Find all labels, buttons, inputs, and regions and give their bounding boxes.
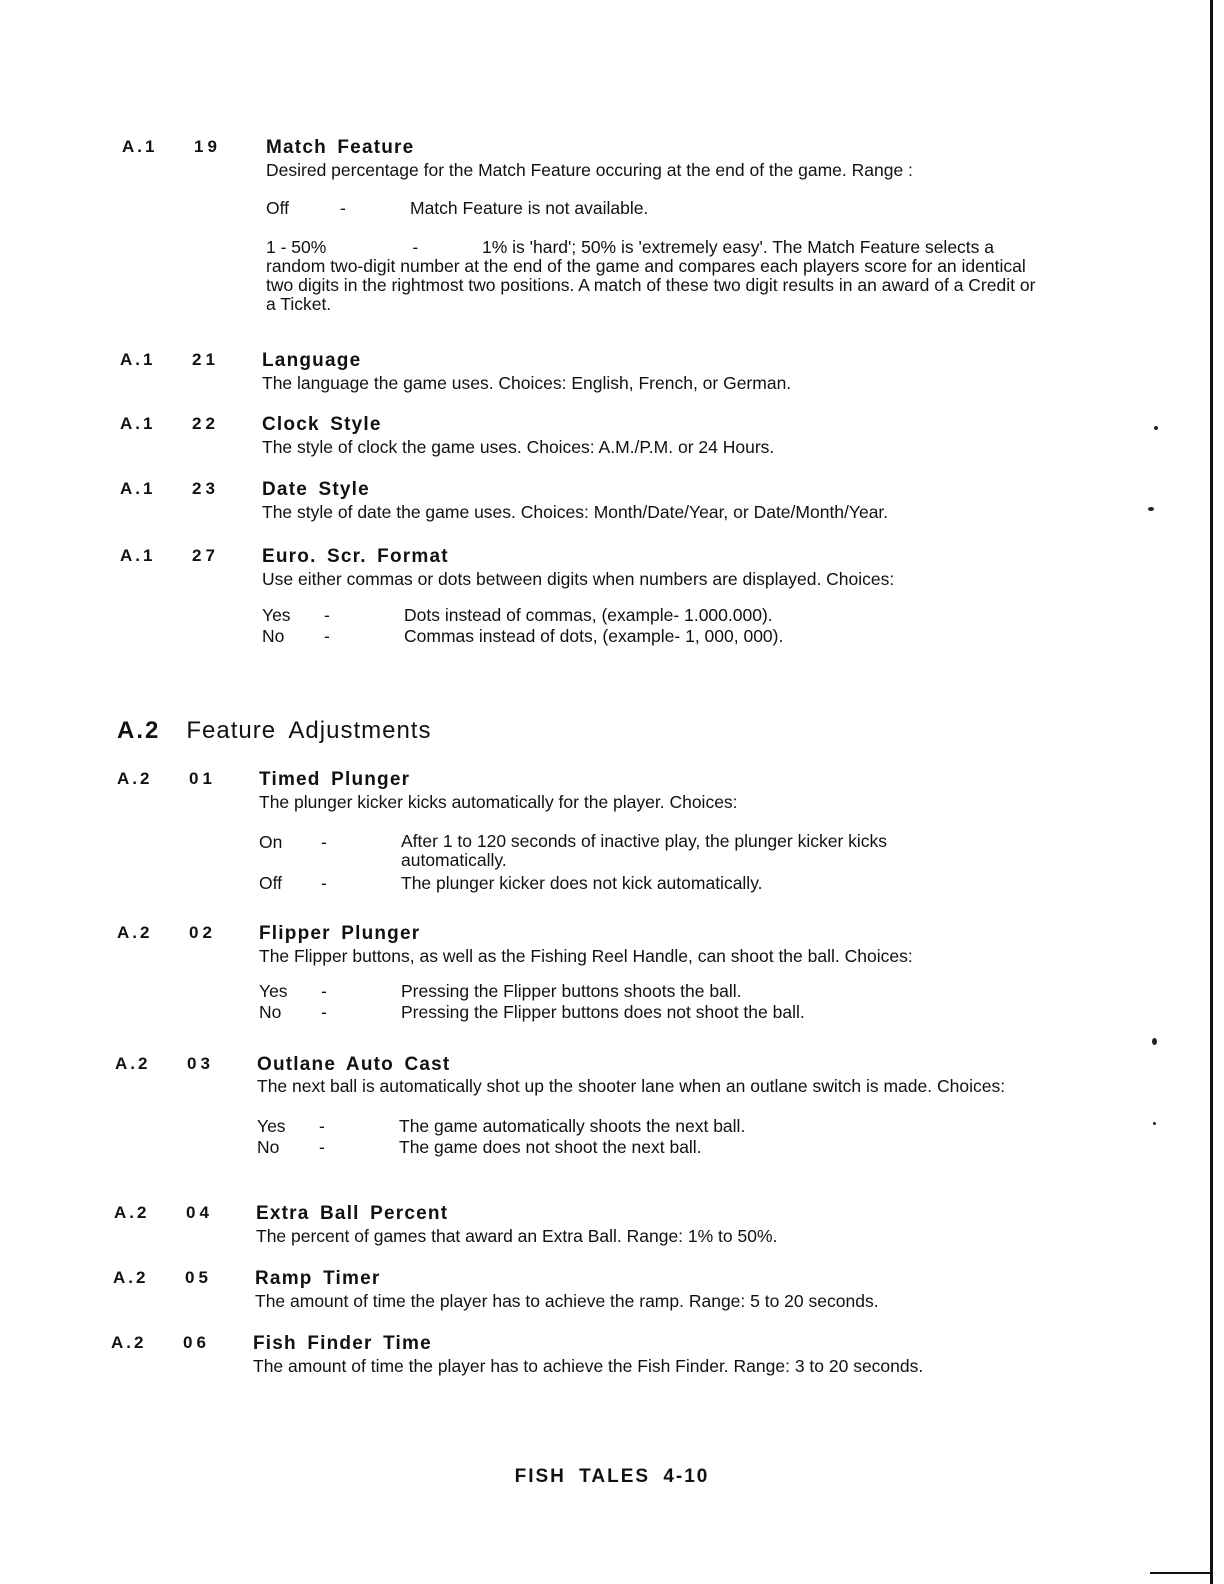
page-edge — [1210, 0, 1224, 1584]
adjustment-number: 19 — [194, 137, 221, 156]
option-key: Off — [266, 198, 290, 218]
scan-speck — [1154, 426, 1158, 430]
section-heading-title: Feature Adjustments — [186, 717, 432, 744]
option-text: Pressing the Flipper buttons shoots the ball. — [401, 981, 742, 1001]
adjustment-title: Fish Finder Time — [253, 1333, 432, 1354]
option-key: Off — [259, 873, 283, 893]
option-text: The game does not shoot the next ball. — [399, 1137, 702, 1157]
option-text: The game automatically shoots the next ball. — [399, 1116, 746, 1136]
paragraph-lead — [266, 238, 482, 257]
adjustment-number: 27 — [192, 546, 219, 565]
adjustment-description: Use either commas or dots between digits when numbers are displayed. Choices: — [262, 569, 895, 589]
adjustment-description: The percent of games that award an Extra Ball. Range: 1% to 50%. — [256, 1226, 778, 1246]
option-text: Commas instead of dots, (example- 1, 000, 000). — [404, 626, 784, 646]
option-dash: - — [340, 198, 346, 218]
option-key: 1 - 50% — [266, 237, 327, 257]
adjustment-description: Desired percentage for the Match Feature occuring at the end of the game. Range : — [266, 160, 913, 180]
option-dash: - — [321, 873, 327, 893]
section-number: A.2 — [113, 1268, 149, 1287]
adjustment-description: The amount of time the player has to achieve the ramp. Range: 5 to 20 seconds. — [255, 1291, 879, 1311]
adjustment-title: Date Style — [262, 479, 370, 500]
adjustment-title: Ramp Timer — [255, 1268, 381, 1289]
option-key: On — [259, 832, 283, 852]
section-number: A.1 — [120, 350, 156, 369]
adjustment-description: The language the game uses. Choices: English, French, or German. — [262, 373, 792, 393]
option-row — [262, 605, 1052, 626]
adjustment-title: Clock Style — [262, 414, 382, 435]
option-dash: - — [324, 626, 330, 646]
section-number: A.2 — [117, 769, 153, 788]
option-dash: - — [319, 1137, 325, 1157]
section-number: A.1 — [122, 137, 158, 156]
adjustment-number: 23 — [192, 479, 219, 498]
section-number: A.2 — [115, 1054, 151, 1073]
adjustment-number: 02 — [189, 923, 216, 942]
section-number: A.1 — [120, 546, 156, 565]
option-dash: - — [321, 981, 327, 1001]
scan-speck — [1148, 507, 1154, 511]
adjustment-number: 06 — [183, 1333, 210, 1352]
option-text: After 1 to 120 seconds of inactive play, the plunger kicker kicks automatically. — [401, 831, 888, 870]
adjustment-number: 04 — [186, 1203, 213, 1222]
adjustment-title: Flipper Plunger — [259, 923, 421, 944]
adjustment-number: 22 — [192, 414, 219, 433]
section-heading-number: A.2 — [117, 717, 161, 744]
scan-speck — [1153, 1122, 1156, 1125]
adjustment-number: 05 — [185, 1268, 212, 1287]
option-key: No — [262, 626, 285, 646]
adjustment-title: Euro. Scr. Format — [262, 546, 449, 567]
option-dash: - — [412, 237, 419, 257]
option-text: Dots instead of commas, (example- 1.000.000). — [404, 605, 773, 625]
section-number: A.2 — [117, 923, 153, 942]
option-text: Match Feature is not available. — [410, 198, 649, 218]
adjustment-title: Outlane Auto Cast — [257, 1054, 451, 1075]
option-row — [266, 198, 1056, 219]
adjustment-title: Extra Ball Percent — [256, 1203, 449, 1224]
option-key: No — [257, 1137, 280, 1157]
section-number: A.2 — [111, 1333, 147, 1352]
paragraph-text: 1% is 'hard'; 50% is 'extremely easy'. The Match Feature selects a random two-digit number at the end of the game and compares each players score for an identical two digits in the rightmost two positions. A match of these two digit results in an award of a Credit or a Ticket. — [266, 237, 1036, 314]
adjustment-description: The plunger kicker kicks automatically for the player. Choices: — [259, 792, 738, 812]
option-paragraph — [266, 238, 1046, 314]
option-row — [259, 832, 1049, 870]
option-row — [262, 626, 1052, 647]
section-heading — [117, 717, 431, 745]
adjustment-number: 21 — [192, 350, 219, 369]
option-row — [259, 873, 1049, 894]
option-row — [257, 1116, 1047, 1137]
adjustment-description: The style of date the game uses. Choices: Month/Date/Year, or Date/Month/Year. — [262, 502, 889, 522]
option-text: Pressing the Flipper buttons does not shoot the ball. — [401, 1002, 805, 1022]
option-row — [259, 1002, 1049, 1023]
option-key: Yes — [257, 1116, 286, 1136]
adjustment-description: The Flipper buttons, as well as the Fishing Reel Handle, can shoot the ball. Choices: — [259, 946, 913, 966]
option-dash: - — [321, 1002, 327, 1022]
adjustment-description: The style of clock the game uses. Choices: A.M./P.M. or 24 Hours. — [262, 437, 775, 457]
section-number: A.1 — [120, 479, 156, 498]
option-key: Yes — [259, 981, 288, 1001]
scan-speck — [1152, 1038, 1157, 1045]
page-footer: FISH TALES 4-10 — [514, 1466, 710, 1487]
option-row — [259, 981, 1049, 1002]
option-dash: - — [324, 605, 330, 625]
option-dash: - — [319, 1116, 325, 1136]
adjustment-title: Match Feature — [266, 137, 415, 158]
bottom-mark — [1150, 1572, 1210, 1574]
adjustment-number: 01 — [189, 769, 216, 788]
option-key: Yes — [262, 605, 291, 625]
option-key: No — [259, 1002, 282, 1022]
option-row — [257, 1137, 1047, 1158]
section-number: A.2 — [114, 1203, 150, 1222]
option-text: The plunger kicker does not kick automatically. — [401, 873, 763, 893]
adjustment-description: The next ball is automatically shot up the shooter lane when an outlane switch is made. Choices: — [257, 1076, 1006, 1096]
adjustment-description: The amount of time the player has to achieve the Fish Finder. Range: 3 to 20 seconds. — [253, 1356, 924, 1376]
adjustment-title: Language — [262, 350, 362, 371]
section-number: A.1 — [120, 414, 156, 433]
adjustment-number: 03 — [187, 1054, 214, 1073]
adjustment-title: Timed Plunger — [259, 769, 411, 790]
option-dash: - — [321, 832, 327, 852]
